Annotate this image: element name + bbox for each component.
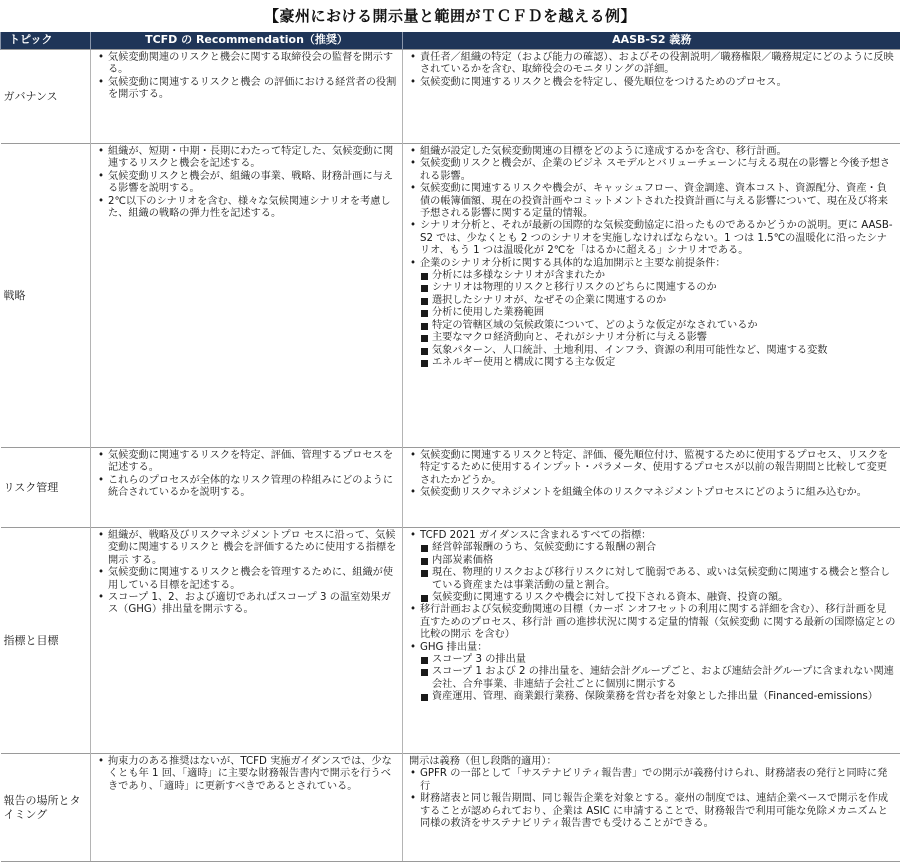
aasb-intro: 開示は義務（但し段階的適用）：: [409, 756, 897, 768]
header-aasb: AASB-S2 義務: [403, 32, 900, 50]
aasb-subitem: 経営幹部報酬のうち、気候変動にする報酬の割合: [409, 542, 897, 554]
topic-cell: 戦略: [1, 144, 91, 448]
tcfd-item: • 気候変動関連のリスクと機会に関する取締役会の監督を開示する。: [97, 52, 398, 77]
tcfd-cell: [91, 144, 403, 448]
row-metrics-targets: [1, 528, 900, 754]
row-governance: [1, 50, 900, 144]
row-reporting-timing: [1, 754, 900, 862]
topic-cell: ガバナンス: [1, 50, 91, 144]
aasb-item: • 気候変動に関連するリスクと機会を特定し、優先順位をつけるためのプロセス。: [409, 77, 897, 89]
aasb-cell: [403, 144, 900, 448]
tcfd-item: • 組織が、戦略及びリスクマネジメントプロ セスに沿って、気候変動に関連するリスクと 機会を評価するために使用する指標を開示 する。: [97, 530, 398, 567]
tcfd-item: • 2℃以下のシナリオを含む、様々な気候関連シナリオを考慮した、組織の戦略の弾力性を記述する。: [97, 196, 398, 221]
aasb-subitem: 気候変動に関連するリスクや機会に対して投下される資本、融資、投資の額。: [409, 592, 897, 604]
tcfd-item: • 気候変動リスクと機会が、組織の事業、戦略、財務計画に与える影響を説明する。: [97, 171, 398, 196]
aasb-item: • 企業のシナリオ分析に関する具体的な追加開示と主要な前提条件：: [409, 258, 897, 270]
aasb-subitem: 内部炭素価格: [409, 555, 897, 567]
aasb-subitem: 気象パターン、人口統計、土地利用、インフラ、資源の利用可能性など、関連する変数: [409, 345, 897, 357]
aasb-subitem: 主要なマクロ経済動向と、それがシナリオ分析に与える影響: [409, 332, 897, 344]
aasb-subitem: 特定の管轄区域の気候政策について、どのような仮定がなされているか: [409, 320, 897, 332]
aasb-item: • 気候変動に関連するリスクや機会が、キャッシュフロー、資金調達、資本コスト、資源配分、資産・負債の帳簿価額、現在の投資計画やコミットメントされた投資計画に与える影響について、現在及び将来予想される影響に関する定量的情報。: [409, 183, 897, 220]
aasb-cell: [403, 754, 900, 862]
aasb-subitem: スコープ 1 および 2 の排出量を、連結会計グループごと、および連結会計グループに含まれない関連会社、合弁事業、非連結子会社ごとに個別に開示する: [409, 666, 897, 691]
aasb-item: • シナリオ分析と、それが最新の国際的な気候変動協定に沿ったものであるかどうかの説明。更に AASB-S2 では、少なくとも 2 つのシナリオを実施しなければならない。1 つは 1.5℃の温暖化に沿ったシナリオ、もう 1 つは温暖化が 2℃を「はるかに超える」シナリオである。: [409, 220, 897, 257]
aasb-subitem: 分析に使用した業務範囲: [409, 307, 897, 319]
aasb-subitem: 選択したシナリオが、なぜその企業に関連するのか: [409, 295, 897, 307]
tcfd-item: • 拘束力のある推奨はないが、TCFD 実施ガイダンスでは、少なくとも年 1 回、「適時」に主要な財務報告書内で開示を行うべきであり、「適時」に更新すべきであるとされている。: [97, 756, 398, 793]
header-row: [1, 32, 900, 50]
aasb-subitem: スコープ 3 の排出量: [409, 654, 897, 666]
header-tcfd: TCFD の Recommendation（推奨）: [91, 32, 403, 50]
aasb-item: • 移行計画および気候変動関連の目標（カーボ ンオフセットの利用に関する詳細を含む）、移行計画を見直すためのプロセス、移行計 画の進捗状況に関する定量的情報（気候変動 に関する最新の国際協定との比較の開示 を含む）: [409, 604, 897, 641]
aasb-subitem: エネルギー使用と構成に関する主な仮定: [409, 357, 897, 369]
aasb-cell: [403, 448, 900, 528]
aasb-subitem: 分析には多様なシナリオが含まれたか: [409, 270, 897, 282]
aasb-item: • 財務諸表と同じ報告期間、同じ報告企業を対象とする。豪州の制度では、連結企業ベースで開示を作成することが認められており、企業は ASIC に申請することで、財務報告で利用可能な免除メカニズムと同様の救済をサステナビリティ報告書でも受けることができる。: [409, 793, 897, 830]
aasb-cell: [403, 50, 900, 144]
tcfd-item: • 気候変動に関連するリスクと機会を管理するために、組織が使用している目標を記述する。: [97, 567, 398, 592]
tcfd-item: • 組織が、短期・中期・長期にわたって特定した、気候変動に関連するリスクと機会を記述する。: [97, 146, 398, 171]
comparison-table: [0, 32, 900, 862]
aasb-item: • GHG 排出量：: [409, 642, 897, 654]
tcfd-item: • これらのプロセスが全体的なリスク管理の枠組みにどのように統合されているかを説明する。: [97, 475, 398, 500]
tcfd-cell: [91, 50, 403, 144]
aasb-subitem: シナリオは物理的リスクと移行リスクのどちらに関連するのか: [409, 282, 897, 294]
tcfd-cell: [91, 448, 403, 528]
aasb-subitem: 資産運用、管理、商業銀行業務、保険業務を営む者を対象とした排出量（Financed-emissions）: [409, 691, 897, 703]
tcfd-cell: [91, 528, 403, 754]
aasb-subitem: 現在、物理的リスクおよび移行リスクに対して脆弱である、或いは気候変動に関連する機会と整合している資産または事業活動の量と割合。: [409, 567, 897, 592]
aasb-item: • 気候変動リスクと機会が、企業のビジネ スモデルとバリューチェーンに与える現在の影響と今後予想される影響。: [409, 158, 897, 183]
tcfd-item: • スコープ 1、2、および適切であればスコープ 3 の温室効果ガス（GHG）排出量を開示する。: [97, 592, 398, 617]
topic-cell: 報告の場所とタイミング: [1, 754, 91, 862]
topic-cell: 指標と目標: [1, 528, 91, 754]
tcfd-item: • 気候変動に関連するリスクと機会 の評価における経営者の役割を開示する。: [97, 77, 398, 102]
header-topic: トピック: [1, 32, 91, 50]
tcfd-cell: [91, 754, 403, 862]
topic-cell: リスク管理: [1, 448, 91, 528]
aasb-item: • 気候変動に関連するリスクと特定、評価、優先順位付け、監視するために使用するプロセス、リスクを特定するために使用するインプット・パラメータ、使用するプロセスが以前の報告期間と比較して変更されたかどうか。: [409, 450, 897, 487]
row-risk-management: [1, 448, 900, 528]
aasb-cell: [403, 528, 900, 754]
document-title: 【豪州における開示量と範囲がＴＣＦＤを越える例】: [0, 0, 900, 32]
row-strategy: [1, 144, 900, 448]
aasb-item: • GPFR の一部として「サステナビリティ報告書」での開示が義務付けられ、財務諸表の発行と同時に発行: [409, 768, 897, 793]
aasb-item: • 気候変動リスクマネジメントを組織全体のリスクマネジメントプロセスにどのように組み込むか。: [409, 487, 897, 499]
aasb-item: • TCFD 2021 ガイダンスに含まれるすべての指標：: [409, 530, 897, 542]
aasb-item: • 組織が設定した気候変動関連の目標をどのように達成するかを含む、移行計画。: [409, 146, 897, 158]
aasb-item: • 責任者／組織の特定（および能力の確認）、およびその役割説明／職務権限／職務規定にどのように反映されているかを含む、取締役会のモニタリングの詳細。: [409, 52, 897, 77]
tcfd-item: • 気候変動に関連するリスクを特定、評価、管理するプロセスを記述する。: [97, 450, 398, 475]
